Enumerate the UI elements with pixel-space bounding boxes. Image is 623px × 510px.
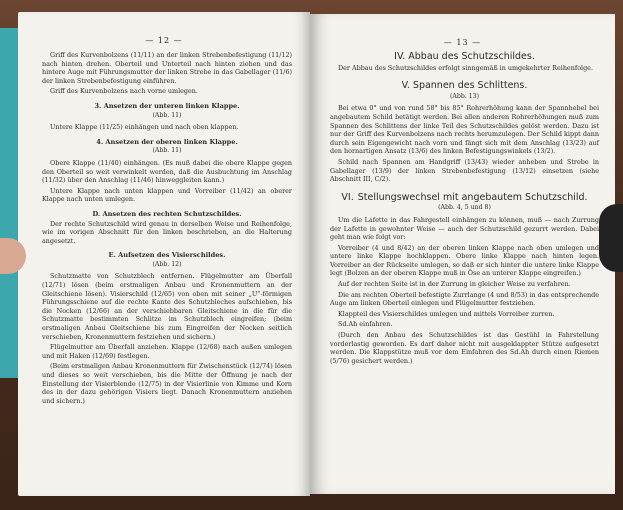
paragraph: Auf der rechten Seite ist in der Zurrung in gleicher Weise zu verfahren. (338, 280, 571, 289)
section-heading: V. Spannen des Schlittens. (401, 80, 528, 92)
paragraph: Untere Klappe (11/25) einhängen und nach oben klappen. (50, 123, 239, 132)
section-heading (330, 191, 599, 203)
figure-reference: (Abb. 13) (449, 92, 480, 100)
paragraph: Um die Lafette in das Fahrgestell einhängen zu können, muß — nach Zurrung der Lafette in gewohnter Weise — auch der Schutzschild gezurrt werden. Dabei geht man wie folgt vor: (330, 215, 599, 242)
paragraph: Die am rechten Oberteil befestigte Zurrlange (4 und 8/53) in das entsprechende Auge am linken Oberteil einlegen und Flügelmutter festziehen. (330, 290, 599, 308)
figure-reference: (Abb. 12) (152, 260, 182, 268)
page-number: — 12 — (145, 36, 183, 45)
figure-reference: (Abb. 11) (152, 147, 182, 155)
paragraph: Der rechte Schutzschild wird genau in derselben Weise und Reihenfolge, wie im vorigen Abschnitt für den linken beschrieben, an die Halterung angesetzt. (42, 219, 292, 245)
paragraph: Griff des Kurvenbolzens nach vorne umlegen. (50, 87, 198, 96)
paragraph: Griff des Kurvenbolzens (11/11) an der linken Strebenbefestigung (11/12) nach hinten drehen. Oberteil und Unterteil nach hinten ziehen und das hintere Auge mit Führungsmutter der linken Strebe in das Gabellager (11/6) der linken Strebenbefestigung einführen. (42, 51, 292, 85)
section-number: VI. (341, 191, 354, 203)
section-heading: E. Aufsetzen des Visierschildes. (108, 251, 226, 260)
paragraph: Sd.Ah einfahren. (338, 320, 393, 329)
paragraph: Vorreiber (4 und 8/42) an der oberen linken Klappe nach oben umlegen und untere linke Klappe hochklappen. Obere linke Klappe nach hinten legen. Vorreiber an der Rückseite umlegen, so daß er sich hinter die untere linke Klappe legt (Bolzen an der oberen Klappe muß in Öse an unterer Klappe eingreifen.) (330, 243, 599, 278)
section-heading: 4. Ansetzen der oberen linken Klappe. (96, 137, 238, 146)
paragraph: Der Abbau des Schutzschildes erfolgt sinngemäß in umgekehrter Reihenfolge. (338, 63, 593, 72)
right-page (310, 14, 615, 494)
figure-reference: (Abb. 4, 5 und 8) (438, 204, 491, 212)
paragraph: (Durch den Anbau des Schutzschildes ist das Gestühl in Fahrstellung vorderlastig geworden. Es darf daher nicht mit ausgeklappter Stütze aufgesetzt werden. Die Klappstütze muß vor dem Einfahren des Sd.Ah durch einen Riemen (5/76) gesichert werden.) (330, 331, 599, 365)
paragraph: Bei etwa 0° und von rund 58° bis 85° Rohrerhöhung kann der Spannhebel bei angebautem Schild betätigt werden. Bei allen anderen Rohrerhöhungen muß zum Spannen des Schlittens der linke Teil des Schutzschildes gelöst werden. Dazu ist nur der Griff des Kurvenbolzens nach rechts herumzulegen. Der Schild kippt dann durch sein Eigengewicht nach vorn und fängt sich mit dem Anschlag (13/23) auf den hornartigen Ansatz (13/6) des linken Befestigungswinkels (13/2). (330, 104, 599, 156)
paragraph: Flügelmutter am Überfall anziehen. Klappe (12/68) nach außen umlegen und mit Haken (12/69) festlegen. (42, 343, 292, 360)
section-heading: 3. Ansetzen der unteren linken Klappe. (94, 101, 240, 110)
page-number: — 13 — (443, 38, 482, 47)
paragraph: (Beim erstmaligen Anbau Kronenmuttern für Zwischenstück (12/74) lösen und dieses so weit verschieben, bis die Mitte der Öffnung je nach der Einstellung der Visierblende (12/75) in der Visierlinie von Kimme und Korn des in der dazu gehörigen Visiers liegt. Danach Kronenmuttern anziehen und sichern.) (42, 362, 292, 405)
paragraph: Schild nach Spannen am Handgriff (13/43) wieder anheben und Strebe in Gabellager (13/9) der linken Strebenbefestigung (13/12) einsetzen (siehe Abschnitt III, C/2). (330, 157, 599, 184)
paragraph: Schutzmatte von Schutzblech entfernen. Flügelmutter am Überfall (12/71) lösen (beim erstmaligen Anbau und Kronenmuttern an der Gleitschiene lösen). Visierschild (12/65) von oben mit seiner „U“-förmigen Führungsschiene auf die rechte Kante des Schutzbleches aufschieben, bis die Nocken (12/66) an der verschiebbaren Gleitschiene in die für die Schutzmatte bestimmten Schlitze im Schutzblech eingreifen; (beim erstmaligen Anbau Gleitschiene bis zum Eingreifen der Nocken seitlich verschieben, Kronenmuttern festziehen und sichern.) (42, 272, 292, 341)
section-title: Stellungswechsel mit angebautem Schutzschild. (357, 191, 588, 203)
section-heading: D. Ansetzen des rechten Schutzschildes. (92, 209, 242, 218)
figure-reference: (Abb. 11) (152, 111, 182, 119)
camera-strap (599, 204, 623, 272)
section-heading: IV. Abbau des Schutzschildes. (394, 51, 535, 62)
paragraph: Obere Klappe (11/40) einhängen. (Es muß dabei die obere Klappe gegen den Oberteil so weit verwinkelt werden, daß die Ausbuchtung im Anschlag (11/32) über den Anschlag (11/46) hinweggleiten kann.) (42, 158, 292, 185)
left-page (18, 12, 310, 496)
paragraph: Klappteil des Visierschildes umlegen und mittels Vorreiber zurren. (338, 309, 555, 318)
paragraph: Untere Klappe nach unten klappen und Vorreiber (11/42) an oberer Klappe nach unten umlegen. (42, 186, 292, 204)
